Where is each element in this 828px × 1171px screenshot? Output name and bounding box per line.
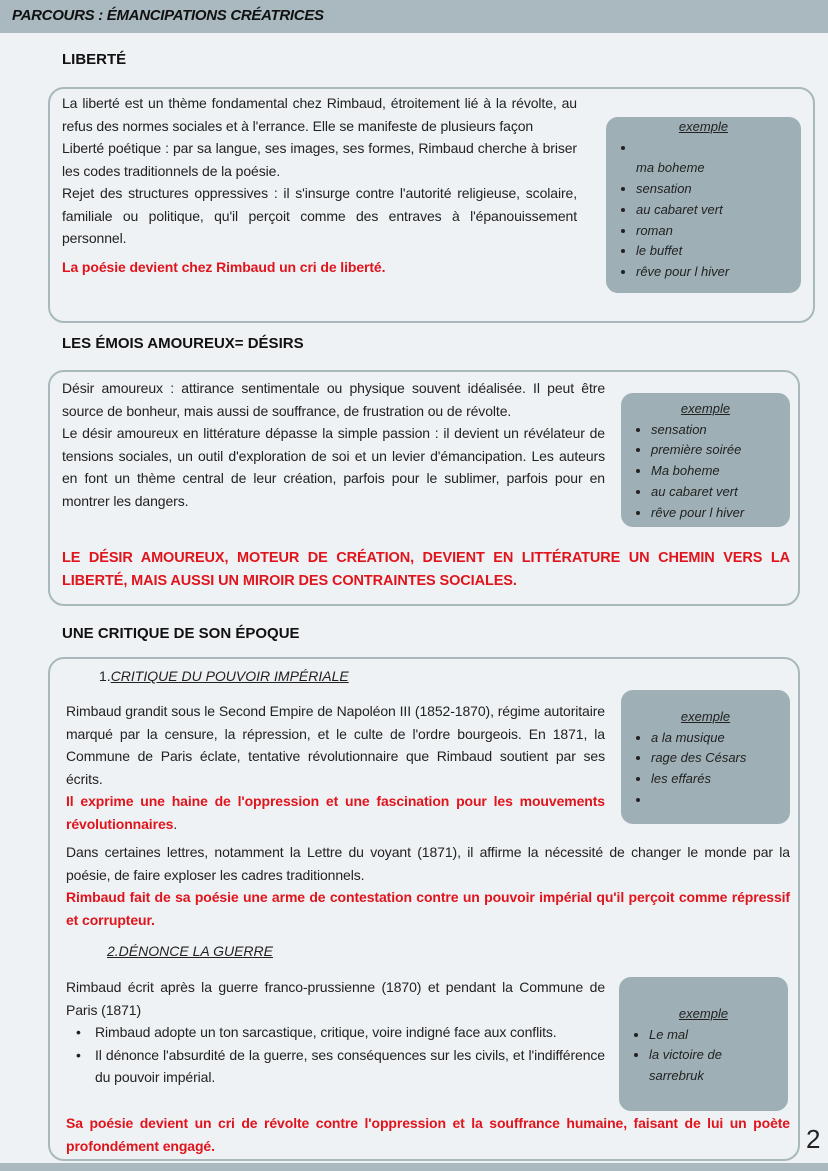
- paragraph: Rimbaud grandit sous le Second Empire de Napoléon III (1852-1870), régime autoritaire marqué par la censure, la répression, et le culte de l'ordre bourgeois. En 1871, la Commune de Paris éclate, tentative révolutionnaire que Rimbaud soutient par ses écrits.: [66, 703, 605, 787]
- page-title: PARCOURS : ÉMANCIPATIONS CRÉATRICES: [12, 7, 324, 24]
- subheading-number: 1.: [99, 668, 111, 684]
- paragraph: Rejet des structures oppressives : il s'insurge contre l'autorité religieuse, scolaire, familiale ou politique, qu'il perçoit comme des entraves à l'épanouissement personnel.: [62, 185, 577, 246]
- example-item: • le buffet: [636, 241, 801, 262]
- example-item: • rage des Césars: [651, 748, 790, 769]
- example-item: • Ma boheme: [651, 461, 790, 482]
- red-statement: Rimbaud fait de sa poésie une arme de contestation contre un pouvoir impérial qu'il perçoit comme répressif et corrupteur.: [66, 889, 790, 928]
- example-title: exemple: [680, 401, 731, 416]
- subheading-2: 2.DÉNONCE LA GUERRE: [107, 943, 273, 959]
- example-item: • la victoire de sarrebruk: [649, 1045, 749, 1086]
- conclusion: La poésie devient chez Rimbaud un cri de liberté.: [62, 258, 386, 275]
- example-item: [636, 138, 801, 159]
- example-item: ma boheme: [636, 160, 705, 176]
- section-heading-emois: LES ÉMOIS AMOUREUX= DÉSIRS: [62, 335, 304, 352]
- example-item: • les effarés: [651, 769, 790, 790]
- example-callout: [619, 977, 788, 1111]
- liberte-text: [62, 92, 577, 278]
- subheading-text: CRITIQUE DU POUVOIR IMPÉRIALE: [110, 668, 349, 684]
- example-title: exemple: [678, 119, 729, 134]
- example-item: • au cabaret vert: [636, 200, 801, 221]
- page-header: [0, 0, 828, 33]
- red-statement: Il exprime une haine de l'oppression et une fascination pour les mouvements révolutionnaires: [66, 793, 605, 832]
- example-item: • roman: [636, 221, 801, 242]
- bullet-item: • Il dénonce l'absurdité de la guerre, ses conséquences sur les civils, et l'indifférence du pouvoir impérial.: [66, 1044, 605, 1089]
- example-item: • au cabaret vert: [651, 482, 790, 503]
- critique-text-2: [66, 841, 790, 931]
- paragraph: La liberté est un thème fondamental chez Rimbaud, étroitement lié à la révolte, au refus des normes sociales et à l'errance. Elle se manifeste de plusieurs façon: [62, 95, 577, 134]
- section-heading-liberte: LIBERTÉ: [62, 51, 127, 68]
- example-callout: [621, 690, 790, 824]
- subheading-1: [99, 668, 349, 684]
- paragraph: Rimbaud écrit après la guerre franco-prussienne (1870) et pendant la Commune de Paris (1871): [66, 979, 605, 1018]
- paragraph: Dans certaines lettres, notamment la Lettre du voyant (1871), il affirme la nécessité de changer le monde par la poésie, de faire exploser les cadres traditionnels.: [66, 844, 790, 883]
- page-number: 2: [806, 1124, 821, 1154]
- emois-text: [62, 377, 605, 512]
- example-callout: [621, 393, 790, 527]
- example-item: • Le mal: [649, 1025, 788, 1046]
- paragraph: Le désir amoureux en littérature dépasse la simple passion : il devient un révélateur de tensions sociales, un outil d'exploration de soi et un levier d'émancipation. Les auteurs en font un thème central de leur création, parfois pour le sublimer, parfois pour en montrer les dangers.: [62, 425, 605, 509]
- example-item: • sensation: [651, 420, 790, 441]
- example-title: exemple: [680, 709, 731, 724]
- critique-text-3: [66, 976, 605, 1089]
- example-callout: [606, 117, 801, 293]
- example-item: [651, 790, 790, 811]
- example-title: exemple: [678, 1006, 729, 1021]
- emois-conclusion: LE DÉSIR AMOUREUX, MOTEUR DE CRÉATION, DEVIENT EN LITTÉRATURE UN CHEMIN VERS LA LIBERTÉ, MAIS AUSSI UN MIROIR DES CONTRAINTES SOCIALES.: [62, 550, 790, 589]
- paragraph: Liberté poétique : par sa langue, ses images, ses formes, Rimbaud cherche à briser les codes traditionnels de la poésie.: [62, 140, 577, 179]
- bullet-item: • Rimbaud adopte un ton sarcastique, critique, voire indigné face aux conflits.: [66, 1021, 605, 1044]
- section-heading-critique: UNE CRITIQUE DE SON ÉPOQUE: [62, 625, 300, 642]
- example-item: • première soirée: [651, 440, 790, 461]
- example-item: • rêve pour l hiver: [636, 262, 801, 283]
- critique-conclusion: Sa poésie devient un cri de révolte contre l'oppression et la souffrance humaine, faisant de lui un poète profondément engagé.: [66, 1115, 790, 1154]
- example-item: • rêve pour l hiver: [651, 503, 790, 524]
- example-item: • sensation: [636, 179, 801, 200]
- footer-bar: [0, 1163, 828, 1171]
- example-item: • a la musique: [651, 728, 790, 749]
- paragraph: Désir amoureux : attirance sentimentale ou physique souvent idéalisée. Il peut être source de bonheur, mais aussi de souffrance, de frustration ou de révolte.: [62, 380, 605, 419]
- critique-text-1: Rimbaud grandit sous le Second Empire de Napoléon III (1852-1870), régime autoritaire marqué par la censure, la répression, et le culte de l'ordre bourgeois. En 1871, la Commune de Paris éclate, tentative révolutionnaire que Rimbaud soutient par ses écrits. Il exprime une haine de l'oppression et une fascination pour les mouvements révolutionnaires.: [66, 700, 605, 835]
